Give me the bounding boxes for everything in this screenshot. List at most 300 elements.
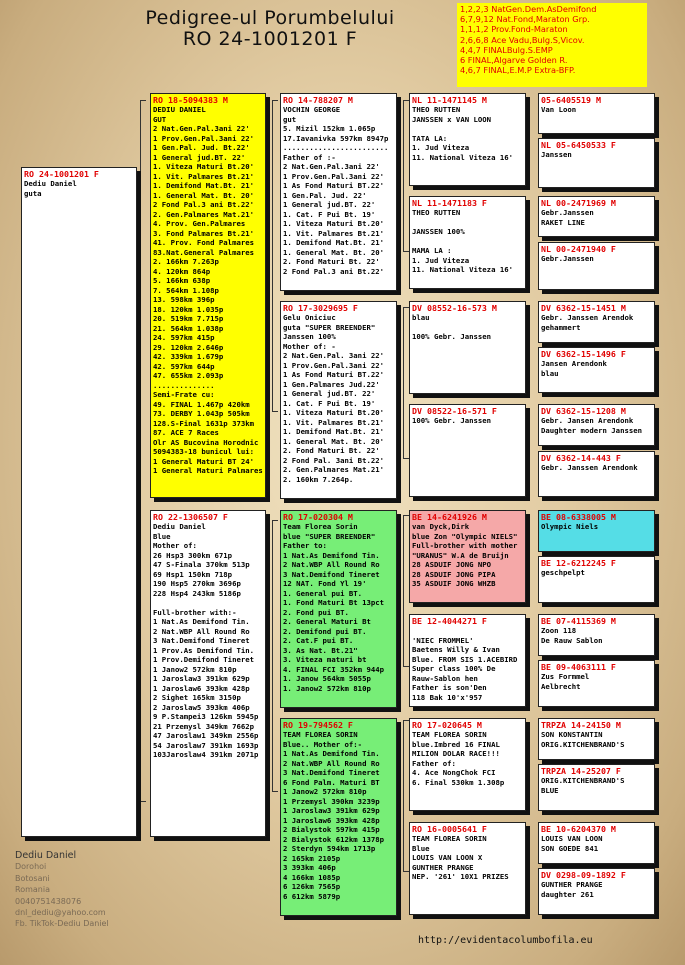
ancestor-card[interactable] — [538, 868, 655, 915]
info-line: 103Jaroslaw4 391km 2071p — [153, 750, 259, 759]
info-line: 1. Viteza Maturi Bt.20' — [283, 408, 385, 417]
info-line: 4. Ace NongChok FCI — [412, 768, 496, 777]
info-line: van Dyck,Dirk — [412, 522, 470, 531]
info-line: 1 Nat.As Demifond Tin. — [283, 550, 380, 560]
pigeon-info — [24, 179, 134, 198]
info-line: Super class 100% De — [412, 664, 496, 673]
info-line: Mother of: — [153, 541, 197, 550]
info-line — [412, 323, 523, 333]
info-line: THEO RUTTEN — [412, 105, 461, 114]
info-line: 35 ASDUIF JONG WHZB — [412, 579, 496, 588]
info-line: SON KONSTANTIN — [541, 730, 603, 739]
info-line: 100% Gebr. Janssen — [412, 416, 492, 425]
info-line: NEP. '261' 10X1 PRIZES — [412, 872, 509, 881]
info-line: 2 Sterdyn 594km 1713p — [283, 844, 376, 853]
info-line: Baetens Willy & Ivan — [412, 645, 500, 654]
info-line: 2 Nat.WBP All Round Ro — [283, 560, 380, 569]
ring-number: BE 14-6241926 M — [412, 512, 487, 522]
pigeon-info — [412, 416, 523, 426]
info-line: Gebr. Janssen Arendok — [541, 313, 634, 322]
info-line: 4. FINAL FCI 352km 944p — [283, 664, 385, 674]
info-line: guta "SUPER BREENDER" — [283, 322, 376, 332]
info-line: 1 Janow2 572km 810p — [153, 664, 237, 674]
info-line: 3. Viteza maturi bt — [283, 655, 367, 664]
info-line: 2 Fond Pal.3 ani Bt.22' — [153, 200, 255, 209]
pigeon-info — [541, 568, 652, 578]
ring-number: BE 08-6338005 M — [541, 512, 616, 522]
info-line: 2. Cat.F pui BT. — [283, 636, 354, 645]
ring-number: NL 05-6450533 F — [541, 140, 616, 150]
info-line: 42. 339km 1.679p — [153, 352, 224, 361]
info-line: Blue.. Mother of:- — [283, 739, 363, 749]
info-line: TEAM FLOREA SORIN — [283, 730, 358, 739]
ring-number: RO 14-788207 M — [283, 95, 353, 105]
info-line: 5. Mizil 152km 1.065p — [283, 124, 376, 133]
info-line: THEO RUTTEN — [412, 208, 461, 217]
great-grandparent-card[interactable] — [409, 404, 526, 497]
info-line: 2 165km 2105p — [283, 853, 341, 863]
info-line: 1. Demifond Mat.Bt. 21' — [283, 427, 385, 436]
info-line: 1 Jaroslaw3 391km 629p — [283, 806, 380, 815]
pigeon-info — [283, 730, 394, 901]
info-line: gehammert — [541, 322, 581, 332]
info-line: 42. 597km 644p — [153, 361, 215, 371]
info-line: MILION DOLAR RACE!!! — [412, 749, 500, 758]
ring-number: NL 00-2471969 M — [541, 198, 616, 208]
ring-number: 05-6405519 M — [541, 95, 601, 105]
info-line: 3 Nat.Demifond Tineret — [283, 569, 380, 579]
ring-number: DV 0298-09-1892 F — [541, 870, 626, 880]
info-line: ORIG.KITCHENBRAND'S — [541, 739, 625, 749]
connector — [272, 520, 278, 792]
info-line: 47. 655km 2.093p — [153, 371, 224, 380]
ring-number: BE 12-4044271 F — [412, 616, 487, 626]
info-line: 2. 160km 7.264p. — [283, 474, 354, 484]
great-grandparent-card[interactable] — [409, 718, 526, 811]
pigeon-info — [412, 208, 523, 275]
info-line: Zoon 118 — [541, 626, 577, 635]
info-line: 2. Fond pui BT. — [283, 607, 349, 617]
info-line: 87. ACE 7 Races — [153, 428, 219, 437]
info-line: 4. Prov. Gen.Palmares — [153, 219, 246, 228]
info-line: 1 General jud.BT. 22' — [153, 152, 246, 162]
info-line: 1 General jud.BT. 22' — [283, 389, 376, 398]
info-line: 1. General Mat. Bt. 20' — [153, 190, 255, 200]
sire-sire-card[interactable] — [280, 93, 397, 291]
info-line: BLUE — [541, 785, 559, 795]
info-line: daughter 261 — [541, 889, 594, 899]
website-link[interactable]: http://evidentacolumbofila.eu — [418, 935, 593, 946]
info-line: 100% Gebr. Janssen — [412, 332, 492, 341]
info-line: 1 Prov.Gen.Pal.3ani 22' — [283, 171, 385, 181]
info-line: DEDIU DANIEL — [153, 105, 206, 114]
sire-card[interactable] — [150, 93, 266, 498]
ring-number: BE 07-4115369 M — [541, 616, 616, 626]
info-line: 1 Jaroslaw6 393km 428p — [283, 815, 380, 825]
great-grandparent-card[interactable] — [409, 301, 526, 394]
info-line: 1 As Fond Maturi BT.22' — [283, 181, 385, 190]
info-line: GUNTHER PRANGE — [412, 862, 474, 872]
info-line: 128.S-Final 1631p 373km — [153, 418, 255, 428]
info-line: Blue. FROM SIS 1.ACEBIRD — [412, 654, 518, 664]
ancestor-card[interactable] — [538, 614, 655, 656]
ring-number: TRPZA 14-24150 M — [541, 720, 621, 730]
info-line: 73. DERBY 1.043p 505km — [153, 409, 250, 418]
info-line: 1 Gen.Palmares Jud.22' — [283, 379, 380, 389]
info-line: 1. General Mat. Bt. 20' — [283, 436, 385, 446]
ancestor-card[interactable] — [538, 510, 655, 552]
info-line: 1 General jud.BT. 22' — [283, 200, 376, 209]
info-line: 2 Sighet 165km 3150p — [153, 693, 241, 702]
ancestor-card[interactable] — [538, 301, 655, 343]
info-line: 26 Hsp3 300km 671p — [153, 550, 233, 560]
pigeon-info — [283, 105, 394, 276]
info-line: 28 ASDUIF JONG PIPA — [412, 569, 496, 579]
info-line: 12 NAT. Fond Yl 19' — [283, 579, 367, 588]
info-line: Olympic Niels — [541, 522, 599, 531]
ancestor-card[interactable] — [538, 660, 655, 707]
info-line: Blue — [153, 531, 171, 541]
ancestor-card[interactable] — [538, 404, 655, 446]
info-line: 21. 564km 1.038p — [153, 323, 224, 333]
info-line: TEAM FLOREA SORIN — [412, 730, 487, 739]
pigeon-info — [541, 359, 652, 378]
info-line: Zus Formmel — [541, 672, 590, 681]
pigeon-info — [153, 105, 263, 476]
pigeon-info — [412, 522, 523, 589]
info-line: 1. Viteza Maturi Bt.20' — [153, 162, 255, 171]
ring-number: DV 6362-14-443 F — [541, 453, 621, 463]
info-line: 1 Prov.Demifond Tineret — [153, 655, 255, 664]
info-line: VOCHIN GEORGE — [283, 105, 341, 114]
info-line: 2 Fond Pal. 3ani Bt.22' — [283, 455, 385, 465]
pigeon-info — [412, 105, 523, 162]
results-legend: 1,2,2,3 NatGen.Dem.AsDemifond 6,7,9,12 Nat.Fond,Maraton Grp. 1,1,1,2 Prov.Fond-Maraton 2,6,6,8 Ace Vadu,Bulg.S,Vicov. 4,4,7 FINALBulg.S.EMP 6 FINAL,Algarve Golden R. 4,6,7 FINAL,E.M.P Extra-BFP. — [457, 3, 647, 87]
pigeon-info — [541, 208, 652, 227]
info-line: Father of: — [412, 758, 456, 768]
info-line: 3. Fond Palmares Bt.21' — [153, 228, 255, 238]
ring-number: BE 10-6204370 M — [541, 824, 616, 834]
info-line: Dediu Daniel — [153, 522, 206, 531]
ring-number: DV 6362-15-1451 M — [541, 303, 626, 313]
info-line: 1. Vit. Palmares Bt.21' — [283, 228, 385, 238]
info-line — [412, 626, 523, 636]
info-line: 3. As Nat. Bt.21" — [283, 645, 358, 655]
pigeon-info — [541, 626, 652, 645]
owner-contact: Dediu Daniel Dorohoi Botosani Romania 0040751438076 dnl_dediu@yahoo.com Fb. TikTok-Dediu Daniel — [15, 850, 109, 929]
info-line: .............. — [153, 380, 215, 390]
info-line: 'NIEC FROMMEL' — [412, 635, 474, 645]
info-line: 20. 519km 7.715p — [153, 314, 224, 323]
info-line: Gebr. Jansen Arendonk — [541, 416, 634, 425]
info-line: 2 Nat.Gen.Pal.3ani 22' — [283, 162, 380, 171]
info-line: 4 166km 1085p — [283, 872, 341, 882]
info-line: De Rauw Sablon — [541, 635, 603, 645]
info-line: 2 Nat.Gen.Pal. 3ani 22' — [283, 351, 385, 360]
pigeon-info — [541, 105, 652, 115]
connector — [272, 100, 278, 412]
info-line: 2. Demifond pui BT. — [283, 626, 367, 636]
ancestor-card[interactable] — [538, 138, 655, 188]
info-line: guta — [24, 188, 42, 198]
pigeon-info — [283, 313, 394, 484]
pigeon-info — [153, 522, 263, 760]
ring-number: RO 16-0005641 F — [412, 824, 487, 834]
info-line: 5094383-18 bunicul lui: — [153, 447, 255, 456]
info-line: ORIG.KITCHENBRAND'S — [541, 776, 625, 785]
info-line: 6 Fond Palm. Maturi BT — [283, 777, 380, 787]
ring-number: BE 12-6212245 F — [541, 558, 616, 568]
ring-number: RO 19-794562 F — [283, 720, 353, 730]
pigeon-info — [541, 463, 652, 473]
info-line: 11. National Viteza 16' — [412, 152, 514, 162]
pigeon-info — [283, 522, 394, 693]
info-line: Mother of: - — [283, 341, 336, 351]
info-line: 2 Nat.WBP All Round Ro — [283, 758, 380, 768]
ancestor-card[interactable] — [538, 822, 655, 864]
info-line: 2 Fond Pal.3 ani Bt.22' — [283, 266, 385, 276]
info-line: Gelu Oniciuc — [283, 313, 336, 322]
info-line: 2. Fond Maturi Bt. 22' — [283, 257, 380, 266]
info-line: 1. Janow2 572km 810p — [283, 683, 371, 693]
info-line: blue Zon "Olympic NIELS" — [412, 531, 518, 541]
info-line: Full-brother with:- — [153, 607, 237, 617]
info-line: 2 Bialystok 597km 415p — [283, 825, 380, 834]
info-line: 1. Demifond Mat.Bt. 21' — [283, 238, 385, 247]
info-line: LOUIS VAN LOON X — [412, 853, 483, 862]
info-line: 118 Bak 10'x'957 — [412, 692, 483, 702]
info-line: MAMA LA : — [412, 246, 452, 255]
pigeon-info — [541, 416, 652, 435]
info-line — [153, 598, 263, 608]
info-line: 4. 120km 864p — [153, 266, 211, 276]
info-line: JANSSEN 100% — [412, 227, 465, 236]
info-line: 6 126km 7565p — [283, 882, 341, 891]
pigeon-info — [541, 730, 652, 749]
ring-number: RO 22-1306507 F — [153, 512, 228, 522]
info-line: Daughter modern Janssen — [541, 425, 643, 435]
info-line: 21 Przemysl 349km 7662p — [153, 721, 255, 731]
info-line: Father of :- — [283, 152, 336, 162]
pigeon-info — [541, 776, 652, 795]
info-line: 1. Vit. Palmares Bt.21' — [153, 171, 255, 181]
pigeon-info — [541, 672, 652, 691]
info-line: GUT — [153, 114, 167, 124]
info-line: 1. Viteza Maturi Bt.20' — [283, 219, 385, 228]
info-line: 2 Nat.WBP All Round Ro — [153, 626, 250, 636]
great-grandparent-card[interactable] — [409, 614, 526, 707]
info-line — [412, 237, 523, 247]
info-line: 1 Prov.Gen.Pal.3ani 22' — [283, 360, 385, 370]
info-line: 1. Demifond Mat.Bt. 21' — [153, 181, 255, 190]
info-line: 1 Janow2 572km 810p — [283, 787, 367, 796]
info-line: 1. Cat. F Pui Bt. 19' — [283, 209, 376, 219]
pigeon-info — [541, 254, 652, 264]
info-line: Janssen 100% — [283, 332, 336, 341]
info-line: 1. General pui BT. — [283, 588, 363, 598]
info-line: 6. Final 530km 1.308p — [412, 777, 505, 787]
great-grandparent-card[interactable] — [409, 822, 526, 915]
info-line: 3 393km 406p — [283, 863, 336, 872]
info-line: blue "SUPER BREENDER" — [283, 531, 376, 541]
info-line: ........................ — [283, 143, 389, 152]
info-line: 47 S-Finala 370km 513p — [153, 560, 250, 569]
info-line: 9 P.Stampei3 126km 5945p — [153, 712, 259, 721]
ring-number: RO 24-1001201 F — [24, 169, 99, 179]
ring-number: BE 09-4063111 F — [541, 662, 616, 672]
info-line: 2 Bialystok 612km 1378p — [283, 834, 385, 844]
pigeon-info — [541, 313, 652, 332]
info-line: 228 Hsp4 243km 5186p — [153, 588, 241, 598]
info-line: 49. FINAL 1.467p 420km — [153, 399, 250, 409]
info-line: 1. Jud Viteza — [412, 255, 470, 265]
info-line: TEAM FLOREA SORIN — [412, 834, 487, 843]
ancestor-card[interactable] — [538, 718, 655, 760]
info-line: blau — [541, 368, 559, 378]
info-line: Semi-Frate cu: — [153, 390, 215, 399]
info-line: 1 General Maturi BT 24' — [153, 456, 255, 466]
connector — [140, 100, 146, 802]
info-line: 28 ASDUIF JONG NPO — [412, 560, 492, 569]
info-line: 1 Jaroslaw6 393km 428p — [153, 683, 250, 693]
info-line: 3 Nat.Demifond Tineret — [153, 636, 250, 645]
info-line: 41. Prov. Fond Palmares — [153, 238, 255, 247]
info-line: Van Loon — [541, 105, 577, 114]
pigeon-info — [412, 730, 523, 787]
info-line: 1. Janow 564km 5055p — [283, 674, 371, 683]
info-line: 2 Nat.Gen.Pal.3ani 22' — [153, 124, 250, 133]
pigeon-info — [541, 834, 652, 853]
info-line: 1 Prov.Gen.Pal.3ani 22' — [153, 133, 255, 143]
info-line: 13. 598km 396p — [153, 295, 215, 304]
info-line: 1 General Maturi Palmares — [153, 466, 263, 475]
info-line: 6 612km 5879p — [283, 891, 341, 901]
subject-pigeon-card[interactable] — [21, 167, 137, 837]
ring-number: DV 6362-15-1496 F — [541, 349, 626, 359]
ancestor-card[interactable] — [538, 451, 655, 497]
ring-number: NL 11-1471183 F — [412, 198, 487, 208]
ancestor-card[interactable] — [538, 347, 655, 393]
ring-number: DV 6362-15-1208 M — [541, 406, 626, 416]
info-line: 1. General Mat. Bt. 20' — [283, 247, 385, 257]
info-line: Full-brother with mother — [412, 541, 518, 550]
dam-sire-card[interactable] — [280, 510, 397, 708]
pigeon-info — [412, 626, 523, 702]
info-line: 1 Przemysl 390km 3239p — [283, 796, 380, 806]
info-line: 1 As Fond Maturi BT.22' — [283, 370, 385, 379]
info-line: 1. Fond Maturi Bt 13pct — [283, 598, 385, 607]
info-line — [412, 218, 523, 228]
info-line: GUNTHER PRANGE — [541, 880, 603, 889]
info-line: Gebr.Janssen — [541, 254, 594, 263]
ancestor-card[interactable] — [538, 764, 655, 811]
info-line: TATA LA: — [412, 133, 448, 143]
ancestor-card[interactable] — [538, 556, 655, 603]
info-line: Father to: — [283, 541, 327, 550]
info-line: JANSSEN x VAN LOON — [412, 114, 492, 124]
info-line: 1. Cat. F Pui Bt. 19' — [283, 398, 376, 408]
info-line: blue.Imbred 16 FINAL — [412, 739, 500, 749]
info-line: Jansen Arendonk — [541, 359, 607, 368]
info-line: 2. General Maturi Bt — [283, 617, 371, 626]
info-line: 1 Gen.Pal. Jud. 22' — [283, 190, 367, 200]
info-line: gut — [283, 114, 297, 124]
info-line: 83.Nat.General Palmares — [153, 247, 255, 257]
info-line: 2 Jaroslaw5 393km 406p — [153, 702, 250, 712]
info-line: 1 Nat.As Demifond Tin. — [283, 749, 380, 758]
info-line: Gebr.Janssen — [541, 208, 594, 217]
info-line: 17.Iavanivka 597km 8947p — [283, 133, 389, 143]
info-line: "URANUS" W.A de Bruijn — [412, 550, 509, 560]
ring-number: NL 11-1471145 M — [412, 95, 487, 105]
info-line: 3 Nat.Demifond Tineret — [283, 768, 380, 777]
info-line: 2. 166km 7.263p — [153, 257, 219, 266]
great-grandparent-card[interactable] — [409, 196, 526, 289]
pigeon-info — [541, 522, 652, 532]
info-line: 2. Fond Maturi Bt. 22' — [283, 446, 380, 455]
info-line: 5. 166km 638p — [153, 276, 211, 285]
info-line: Aelbrecht — [541, 681, 581, 691]
dam-card[interactable] — [150, 510, 266, 837]
info-line: 1 Gen.Pal. Jud. Bt.22' — [153, 143, 250, 152]
info-line: Team Florea Sorin — [283, 522, 358, 531]
info-line: Janssen — [541, 150, 572, 159]
info-line: 54 Jaroslaw7 391km 1693p — [153, 740, 259, 750]
sire-dam-card[interactable] — [280, 301, 397, 499]
info-line: Blue — [412, 843, 430, 853]
info-line: 11. National Viteza 16' — [412, 265, 514, 274]
info-line: 29. 120km 2.646p — [153, 342, 224, 352]
info-line: LOUIS VAN LOON — [541, 834, 603, 843]
info-line: Rauw-Sablon hen — [412, 673, 478, 683]
ring-number: TRPZA 14-25207 F — [541, 766, 621, 776]
ring-number: RO 17-3029695 F — [283, 303, 358, 313]
great-grandparent-card[interactable] — [409, 93, 526, 186]
pigeon-info — [541, 880, 652, 899]
info-line: 1 Jaroslaw3 391km 629p — [153, 674, 250, 683]
ring-number: RO 17-020304 M — [283, 512, 353, 522]
ring-number: NL 00-2471940 F — [541, 244, 616, 254]
info-line: Gebr. Janssen Arendonk — [541, 463, 638, 472]
info-line: RAKET LINE — [541, 217, 585, 227]
info-line: 7. 564km 1.108p — [153, 285, 219, 295]
ring-number: DV 08552-16-573 M — [412, 303, 497, 313]
info-line: 24. 597km 415p — [153, 333, 215, 342]
ring-number: RO 18-5094383 M — [153, 95, 228, 105]
pigeon-info — [412, 313, 523, 342]
info-line: 1 Nat.As Demifond Tin. — [153, 617, 250, 626]
info-line: SON GOEDE 841 — [541, 843, 599, 853]
dam-dam-card[interactable] — [280, 718, 397, 916]
ring-number: RO 17-020645 M — [412, 720, 482, 730]
info-line: 2. Gen.Palmares Mat.21' — [153, 209, 255, 219]
great-grandparent-card[interactable] — [409, 510, 526, 603]
ancestor-card[interactable] — [538, 242, 655, 290]
page-title: Pedigree-ul Porumbelului RO 24-1001201 F — [145, 7, 395, 50]
ancestor-card[interactable] — [538, 93, 655, 134]
info-line: 1. Jud Viteza — [412, 143, 470, 152]
info-line: 1 Prov.As Demifond Tin. — [153, 645, 255, 655]
info-line: 1. Vit. Palmares Bt.21' — [283, 417, 385, 427]
info-line: Olr AS Bucovina Horodnic — [153, 437, 259, 447]
info-line: 69 Hsp1 150km 718p — [153, 569, 233, 579]
info-line: 47 Jaroslaw1 349km 2556p — [153, 731, 259, 740]
info-line: 2. Gen.Palmares Mat.21' — [283, 465, 385, 474]
ancestor-card[interactable] — [538, 196, 655, 237]
info-line: Father is son'Den — [412, 683, 487, 692]
info-line: Dediu Daniel — [24, 179, 77, 188]
pigeon-info — [412, 834, 523, 882]
